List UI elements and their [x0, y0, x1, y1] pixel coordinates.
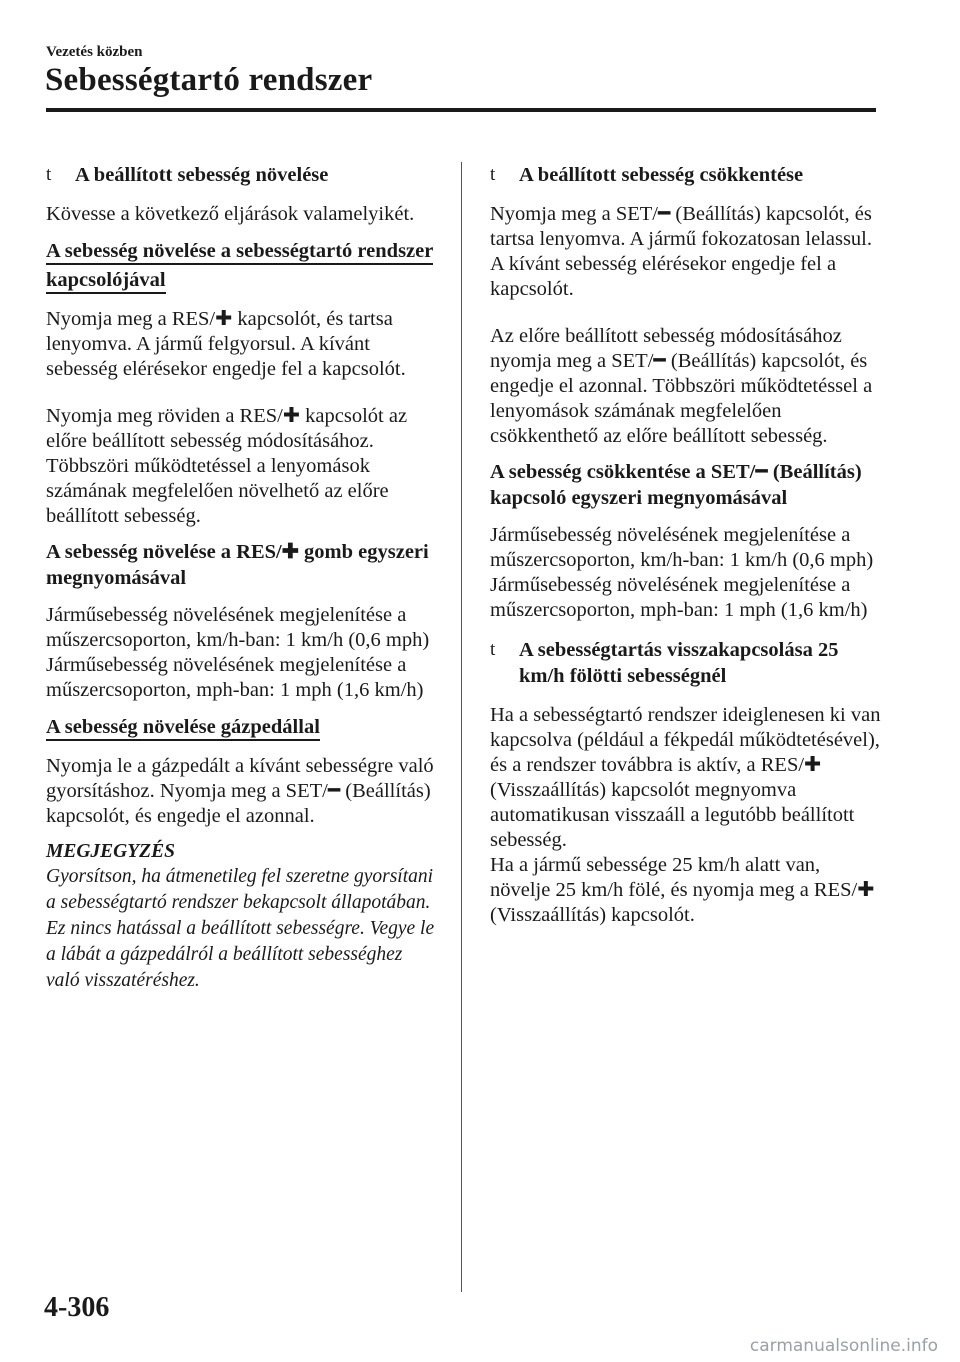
- subheading-pedal: [46, 713, 438, 742]
- section-heading-text: A sebességtartás visszakapcsolása 25 km/h fölötti sebességnél: [519, 639, 839, 687]
- note-title: MEGJEGYZÉS: [46, 841, 175, 862]
- page-title: Sebességtartó rendszer: [45, 62, 373, 98]
- paragraph-kmh: Járműsebesség növelésének megjelenítése a műszercsoporton, km/h-ban: 1 km/h (0,6 mph): [490, 524, 874, 571]
- header-rule: [46, 108, 876, 112]
- section-heading-resume: [490, 637, 882, 689]
- subheading-res-single: A sebesség növelése a RES/✚ gomb egyszeri megnyomásával: [46, 541, 429, 589]
- paragraph-tap-set: Az előre beállított sebesség módosításához nyomja meg a SET/━ (Beállítás) kapcsolót, és engedje el azonnal. Többszöri működtetéssel a lenyomások számának megfelelően csökkenthető az előre beállított sebesség.: [490, 325, 873, 447]
- paragraph-release-set: A kívánt sebesség elérésekor engedje fel a kapcsolót.: [490, 253, 837, 300]
- column-divider: [461, 162, 462, 1292]
- subheading-set-single: A sebesség csökkentése a SET/━ (Beállítás) kapcsoló egyszeri megnyomásával: [490, 461, 862, 509]
- right-column: [490, 162, 882, 938]
- subheading-switch: [46, 237, 438, 295]
- paragraph-below-25: Ha a jármű sebessége 25 km/h alatt van, növelje 25 km/h fölé, és nyomja meg a RES/✚ (Visszaállítás) kapcsolót.: [490, 854, 875, 926]
- bullet-mark: t: [490, 164, 496, 185]
- paragraph-hold-res: Nyomja meg a RES/✚ kapcsolót, és tartsa lenyomva. A jármű felgyorsul. A kívánt sebesség elérésekor engedje fel a kapcsolót.: [46, 308, 406, 380]
- paragraph-mph: Járműsebesség növelésének megjelenítése a műszercsoporton, mph-ban: 1 mph (1,6 km/h): [46, 654, 424, 701]
- subheading-text: A sebesség növelése a sebességtartó rendszer kapcsolójával: [46, 240, 433, 294]
- section-heading-increase: [46, 162, 438, 188]
- paragraph-tap-res: Nyomja meg röviden a RES/✚ kapcsolót az előre beállított sebesség módosításához. Többszöri működtetéssel a lenyomások számának megfelelően növelhető az előre beállított sebesség.: [46, 405, 408, 527]
- left-column: [46, 162, 438, 994]
- bullet-mark: t: [490, 639, 496, 660]
- section-heading-text: A beállított sebesség növelése: [75, 164, 329, 186]
- paragraph-pedal: Nyomja le a gázpedált a kívánt sebességre való gyorsításhoz. Nyomja meg a SET/━ (Beállítás) kapcsolót, és engedje el azonnal.: [46, 755, 434, 827]
- paragraph-hold-set: Nyomja meg a SET/━ (Beállítás) kapcsolót, és tartsa lenyomva. A jármű fokozatosan lelassul.: [490, 203, 873, 250]
- paragraph-mph: Járműsebesség növelésének megjelenítése a műszercsoporton, mph-ban: 1 mph (1,6 km/h): [490, 574, 868, 621]
- intro-paragraph: Kövesse a következő eljárások valamelyikét.: [46, 203, 415, 225]
- paragraph-resume: Ha a sebességtartó rendszer ideiglenesen ki van kapcsolva (például a fékpedál működtetésével), és a rendszer továbbra is aktív, a RES/✚ (Visszaállítás) kapcsolót megnyomva automatikusan visszaáll a legutóbb beállított sebesség.: [490, 704, 881, 851]
- page-number: 4-306: [44, 1292, 110, 1323]
- section-heading-text: A beállított sebesség csökkentése: [519, 164, 804, 186]
- subheading-text: A sebesség növelése gázpedállal: [46, 716, 320, 741]
- bullet-mark: t: [46, 164, 52, 185]
- section-label: Vezetés közben: [46, 44, 143, 60]
- paragraph-kmh: Járműsebesség növelésének megjelenítése a műszercsoporton, km/h-ban: 1 km/h (0,6 mph): [46, 604, 430, 651]
- note-text: Gyorsítson, ha átmenetileg fel szeretne gyorsítani a sebességtartó rendszer bekapcsolt állapotában. Ez nincs hatással a beállított sebességre. Vegye le a lábát a gázpedálról a beállított sebességhez való visszatéréshez.: [46, 866, 435, 991]
- section-heading-decrease: [490, 162, 882, 188]
- watermark-link[interactable]: carmanualsonline.info: [749, 1336, 938, 1356]
